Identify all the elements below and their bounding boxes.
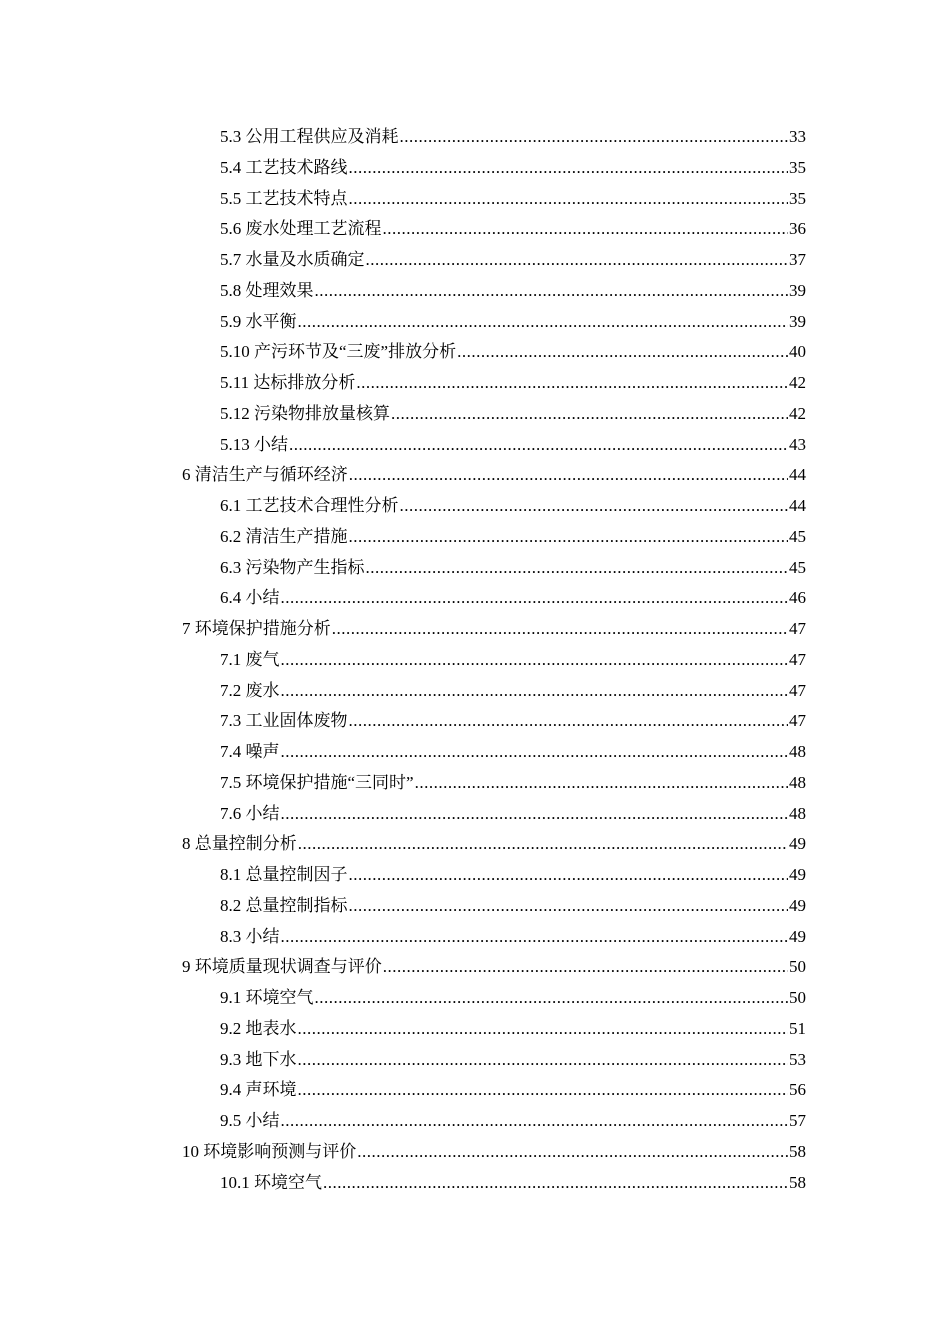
toc-chapter-entry[interactable]	[182, 1137, 806, 1168]
toc-entry-title: 7.5 环境保护措施“三同时”	[220, 772, 414, 792]
table-of-contents	[0, 122, 950, 1198]
toc-page-number: 35	[789, 157, 806, 177]
toc-page-number: 48	[789, 803, 806, 823]
toc-dot-leader	[315, 983, 789, 1014]
toc-page-number: 53	[789, 1049, 806, 1069]
toc-entry-title: 5.10 产污环节及“三废”排放分析	[220, 342, 457, 362]
toc-dot-leader	[332, 614, 788, 645]
toc-entry-title: 6.3 污染物产生指标	[220, 557, 365, 577]
toc-entry-title: 5.7 水量及水质确定	[220, 250, 365, 269]
toc-section-entry[interactable]	[220, 337, 806, 368]
toc-dot-leader	[289, 430, 788, 461]
toc-entry-title: 9.2 地表水	[220, 1018, 297, 1038]
toc-entry-title: 5.3 公用工程供应及消耗	[220, 127, 399, 146]
toc-section-entry[interactable]	[220, 307, 806, 338]
toc-page-number: 47	[789, 619, 806, 638]
toc-entry-title: 5.8 处理效果	[220, 280, 314, 300]
toc-dot-leader	[349, 184, 789, 215]
toc-entry-title: 7 环境保护措施分析	[182, 619, 331, 638]
toc-entry-title: 7.3 工业固体废物	[220, 711, 348, 731]
toc-dot-leader	[400, 491, 789, 522]
toc-section-entry[interactable]	[220, 676, 806, 707]
toc-entry-title: 8.1 总量控制因子	[220, 865, 348, 884]
toc-section-entry[interactable]	[220, 522, 806, 553]
toc-page-number: 49	[789, 926, 806, 946]
toc-dot-leader	[298, 1045, 789, 1076]
toc-section-entry[interactable]	[220, 891, 806, 922]
toc-page-number: 46	[789, 588, 806, 608]
toc-entry-title: 6 清洁生产与循环经济	[182, 465, 348, 485]
toc-page-number: 50	[789, 957, 806, 977]
toc-entry-title: 10 环境影响预测与评价	[182, 1141, 357, 1161]
toc-dot-leader	[366, 245, 789, 276]
toc-section-entry[interactable]	[220, 922, 806, 953]
toc-page-number: 57	[789, 1111, 806, 1130]
toc-dot-leader	[323, 1168, 788, 1199]
toc-chapter-entry[interactable]	[182, 460, 806, 491]
toc-page-number: 56	[789, 1080, 806, 1100]
toc-page-number: 49	[789, 865, 806, 884]
toc-dot-leader	[281, 799, 789, 830]
toc-page-number: 47	[789, 711, 806, 731]
toc-dot-leader	[383, 214, 789, 245]
toc-section-entry[interactable]	[220, 368, 806, 399]
toc-entry-title: 6.1 工艺技术合理性分析	[220, 496, 399, 515]
toc-dot-leader	[357, 1137, 788, 1168]
toc-entry-title: 5.5 工艺技术特点	[220, 188, 348, 208]
toc-dot-leader	[349, 460, 788, 491]
toc-dot-leader	[400, 122, 789, 153]
toc-page-number: 58	[789, 1141, 806, 1161]
toc-page-number: 45	[789, 526, 806, 546]
toc-dot-leader	[366, 553, 789, 584]
toc-page-number: 49	[789, 895, 806, 915]
toc-page-number: 48	[789, 772, 806, 792]
toc-page-number: 51	[789, 1018, 806, 1038]
toc-page-number: 50	[789, 988, 806, 1007]
toc-dot-leader	[391, 399, 788, 430]
toc-page-number: 39	[789, 311, 806, 331]
toc-page-number: 40	[789, 342, 806, 362]
toc-section-entry[interactable]	[220, 983, 806, 1014]
toc-section-entry[interactable]	[220, 399, 806, 430]
toc-page-number: 39	[789, 280, 806, 300]
toc-section-entry[interactable]	[220, 706, 806, 737]
toc-section-entry[interactable]	[220, 583, 806, 614]
toc-dot-leader	[457, 337, 788, 368]
toc-entry-title: 9.4 声环境	[220, 1080, 297, 1100]
toc-section-entry[interactable]	[220, 491, 806, 522]
toc-chapter-entry[interactable]	[182, 614, 806, 645]
toc-entry-title: 5.13 小结	[220, 434, 288, 454]
toc-page-number: 44	[789, 496, 806, 515]
toc-entry-title: 9 环境质量现状调查与评价	[182, 957, 382, 977]
toc-dot-leader	[349, 153, 789, 184]
toc-page-number: 33	[789, 127, 806, 146]
toc-page-number: 47	[789, 649, 806, 669]
toc-entry-title: 5.12 污染物排放量核算	[220, 403, 390, 423]
toc-entry-title: 7.4 噪声	[220, 742, 280, 761]
toc-page-number: 47	[789, 680, 806, 700]
toc-entry-title: 7.6 小结	[220, 803, 280, 823]
toc-section-entry[interactable]	[220, 214, 806, 245]
toc-entry-title: 9.3 地下水	[220, 1049, 297, 1069]
toc-dot-leader	[281, 645, 789, 676]
toc-entry-title: 8.3 小结	[220, 926, 280, 946]
toc-section-entry[interactable]	[220, 1045, 806, 1076]
toc-page-number: 48	[789, 742, 806, 761]
toc-section-entry[interactable]	[220, 153, 806, 184]
toc-entry-title: 8 总量控制分析	[182, 834, 297, 854]
toc-section-entry[interactable]	[220, 737, 806, 768]
toc-section-entry[interactable]	[220, 1075, 806, 1106]
toc-page-number: 42	[789, 373, 806, 392]
toc-section-entry[interactable]	[220, 122, 806, 153]
toc-entry-title: 7.1 废气	[220, 649, 280, 669]
toc-dot-leader	[349, 706, 789, 737]
toc-page-number: 58	[789, 1172, 806, 1192]
toc-page-number: 44	[789, 465, 806, 485]
toc-dot-leader	[415, 768, 788, 799]
toc-section-entry[interactable]	[220, 276, 806, 307]
toc-entry-title: 8.2 总量控制指标	[220, 895, 348, 915]
toc-page-number: 36	[789, 219, 806, 239]
toc-page-number: 45	[789, 557, 806, 577]
toc-entry-title: 6.4 小结	[220, 588, 280, 608]
toc-entry-title: 9.1 环境空气	[220, 988, 314, 1007]
toc-dot-leader	[298, 1014, 789, 1045]
toc-entry-title: 9.5 小结	[220, 1111, 280, 1130]
toc-chapter-entry[interactable]	[182, 952, 806, 983]
toc-section-entry[interactable]	[220, 430, 806, 461]
toc-chapter-entry[interactable]	[182, 829, 806, 860]
toc-dot-leader	[281, 1106, 789, 1137]
toc-section-entry[interactable]	[220, 645, 806, 676]
toc-dot-leader	[349, 522, 789, 553]
toc-page-number: 49	[789, 834, 806, 854]
toc-section-entry[interactable]	[220, 1014, 806, 1045]
toc-dot-leader	[281, 676, 789, 707]
toc-entry-title: 5.4 工艺技术路线	[220, 157, 348, 177]
toc-dot-leader	[298, 1075, 789, 1106]
toc-entry-title: 5.11 达标排放分析	[220, 373, 356, 392]
toc-entry-title: 7.2 废水	[220, 680, 280, 700]
toc-dot-leader	[298, 307, 789, 338]
toc-section-entry[interactable]	[220, 245, 806, 276]
toc-entry-title: 5.6 废水处理工艺流程	[220, 219, 382, 239]
toc-page-number: 35	[789, 188, 806, 208]
toc-dot-leader	[298, 829, 788, 860]
toc-dot-leader	[349, 891, 789, 922]
toc-page-number: 43	[789, 434, 806, 454]
toc-section-entry[interactable]	[220, 184, 806, 215]
toc-section-entry[interactable]	[220, 1106, 806, 1137]
toc-entry-title: 5.9 水平衡	[220, 311, 297, 331]
toc-dot-leader	[383, 952, 788, 983]
toc-section-entry[interactable]	[220, 799, 806, 830]
toc-dot-leader	[349, 860, 789, 891]
toc-dot-leader	[356, 368, 788, 399]
toc-dot-leader	[281, 583, 789, 614]
toc-page-number: 42	[789, 403, 806, 423]
toc-dot-leader	[281, 922, 789, 953]
toc-section-entry[interactable]	[220, 768, 806, 799]
toc-dot-leader	[315, 276, 789, 307]
toc-section-entry[interactable]	[220, 860, 806, 891]
toc-entry-title: 10.1 环境空气	[220, 1172, 322, 1192]
toc-section-entry[interactable]	[220, 553, 806, 584]
toc-entry-title: 6.2 清洁生产措施	[220, 526, 348, 546]
toc-page-number: 37	[789, 250, 806, 269]
toc-section-entry[interactable]	[220, 1168, 806, 1199]
toc-dot-leader	[281, 737, 789, 768]
